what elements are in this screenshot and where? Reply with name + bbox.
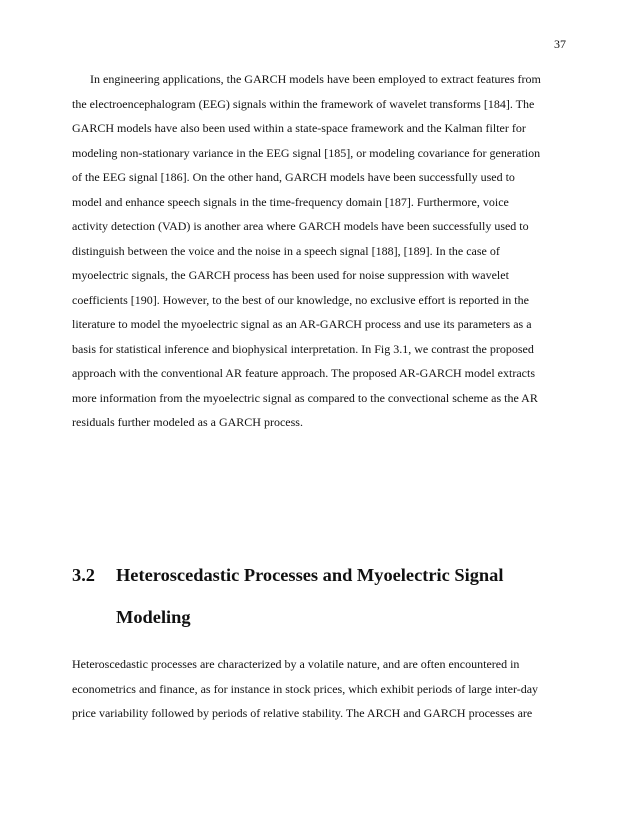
- text-line: model and enhance speech signals in the time-frequency domain [187]. Furthermore, voice: [72, 194, 509, 209]
- paragraph-heteroscedastic-processes: [72, 652, 566, 726]
- text-line: coefficients [190]. However, to the best of our knowledge, no exclusive effort is reported in the: [72, 292, 529, 307]
- section-title: Heteroscedastic Processes and Myoelectric Signal: [116, 565, 504, 585]
- text-line: activity detection (VAD) is another area where GARCH models have been successfully used to: [72, 219, 529, 233]
- text-line: of the EEG signal [186]. On the other hand, GARCH models have been successfully used to: [72, 170, 515, 184]
- text-line: In engineering applications, the GARCH models have been employed to extract features from: [90, 72, 541, 86]
- text-line: GARCH models have also been used within a state-space framework and the Kalman filter for: [72, 121, 526, 135]
- text-line: modeling non-stationary variance in the EEG signal [185], or modeling covariance for generation: [72, 145, 541, 160]
- text-line: basis for statistical inference and biophysical interpretation. In Fig 3.1, we contrast the proposed: [72, 341, 534, 356]
- text-line: econometrics and finance, as for instance in stock prices, which exhibit periods of large inter-day: [72, 681, 539, 696]
- paragraph-garch-applications: [72, 67, 566, 435]
- page-number: 37: [554, 37, 566, 51]
- text-line: myoelectric signals, the GARCH process has been used for noise suppression with wavelet: [72, 268, 509, 282]
- text-line: price variability followed by periods of relative stability. The ARCH and GARCH processes are: [72, 706, 533, 720]
- text-line: literature to model the myoelectric signal as an AR-GARCH process and use its parameters as a: [72, 317, 532, 331]
- text-line: approach with the conventional AR feature approach. The proposed AR-GARCH model extracts: [72, 366, 535, 380]
- text-line: residuals further modeled as a GARCH process.: [72, 415, 303, 429]
- text-line: more information from the myoelectric signal as compared to the convectional scheme as the AR: [72, 390, 538, 405]
- section-title-continued: Modeling: [116, 607, 191, 627]
- text-line: distinguish between the voice and the noise in a speech signal [188], [189]. In the case of: [72, 243, 500, 258]
- section-number: 3.2: [72, 565, 95, 585]
- text-line: Heteroscedastic processes are characterized by a volatile nature, and are often encountered in: [72, 657, 520, 671]
- text-line: the electroencephalogram (EEG) signals within the framework of wavelet transforms [184]. The: [72, 96, 535, 111]
